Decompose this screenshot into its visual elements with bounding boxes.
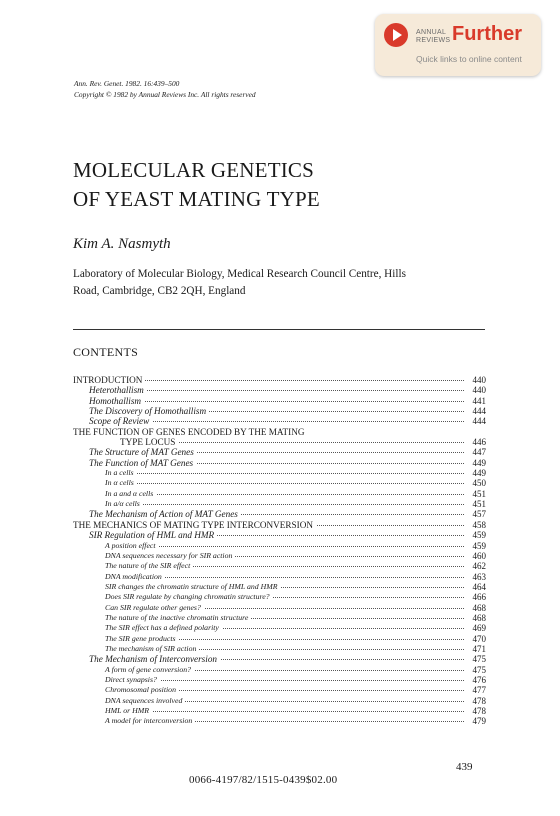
footer-code: 0066-4197/82/1515-0439$02.00: [189, 774, 338, 786]
toc-entry-label: Does SIR regulate by changing chromatin structure?: [105, 592, 273, 602]
toc-entry-page: 476: [472, 674, 486, 685]
toc-entry[interactable]: [73, 582, 486, 592]
toc-entry-page: 449: [472, 457, 486, 468]
toc-leader-dots: [105, 504, 464, 505]
toc-entry-label: SIR Regulation of HML and HMR: [89, 530, 217, 540]
toc-entry[interactable]: [73, 396, 486, 406]
toc-entry-page: 469: [472, 623, 486, 634]
toc-entry-label: HML or HMR: [105, 706, 152, 716]
toc-entry-label: Heterothallism: [89, 385, 147, 395]
toc-entry-page: 464: [472, 581, 486, 592]
toc-entry-page: 471: [472, 643, 486, 654]
toc-entry[interactable]: [73, 385, 486, 395]
citation-copyright: Copyright © 1982 by Annual Reviews Inc. All rights reserved: [74, 90, 256, 99]
toc-entry[interactable]: [73, 406, 486, 416]
toc-entry-label: The mechanism of SIR action: [105, 644, 199, 654]
toc-entry[interactable]: [73, 458, 486, 468]
toc-entry[interactable]: [73, 375, 486, 385]
page-number: 439: [456, 761, 473, 773]
toc-entry-label: A form of gene conversion?: [105, 665, 194, 675]
table-of-contents: [73, 375, 486, 727]
toc-entry-label: THE FUNCTION OF GENES ENCODED BY THE MATING: [73, 427, 307, 437]
toc-entry-label: In a cells: [105, 468, 137, 478]
further-label: Further: [452, 23, 522, 45]
toc-entry-page: 451: [472, 488, 486, 499]
toc-entry[interactable]: [73, 675, 486, 685]
annual-reviews-brand: [416, 29, 450, 45]
toc-entry-label: DNA sequences necessary for SIR action: [105, 551, 235, 561]
toc-entry-page: 466: [472, 592, 486, 603]
toc-entry-page: 475: [472, 664, 486, 675]
toc-entry-page: 478: [472, 695, 486, 706]
toc-entry-page: 478: [472, 706, 486, 716]
toc-entry-label: The Discovery of Homothallism: [89, 406, 209, 416]
citation-journal: Ann. Rev. Genet. 1982. 16:439–500: [74, 79, 180, 88]
toc-entry[interactable]: [73, 685, 486, 695]
toc-entry-label: Chromosomal position: [105, 685, 179, 695]
toc-entry[interactable]: [73, 489, 486, 499]
author-name: Kim A. Nasmyth: [73, 236, 171, 252]
toc-entry-label: In α cells: [105, 478, 137, 488]
toc-entry-page: 470: [472, 633, 486, 644]
toc-entry[interactable]: [73, 499, 486, 509]
toc-entry-label: The SIR effect has a defined polarity: [105, 623, 222, 633]
toc-leader-dots: [105, 483, 464, 484]
toc-entry-label: A position effect: [105, 541, 159, 551]
article-title-line-2: OF YEAST MATING TYPE: [73, 187, 320, 211]
toc-entry[interactable]: [73, 644, 486, 654]
toc-entry-label: The Function of MAT Genes: [89, 458, 196, 468]
toc-entry[interactable]: [73, 551, 486, 561]
brand-line-2: REVIEWS: [416, 37, 451, 44]
toc-entry-label: The nature of the inactive chromatin structure: [105, 613, 251, 623]
article-title-line-1: MOLECULAR GENETICS: [73, 158, 315, 182]
toc-leader-dots: [105, 494, 464, 495]
brand-line-1: ANNUAL: [416, 29, 447, 36]
toc-entry[interactable]: [73, 654, 486, 664]
toc-entry-label: INTRODUCTION: [73, 375, 145, 385]
toc-entry[interactable]: [73, 613, 486, 623]
toc-entry-page: 460: [472, 550, 486, 561]
toc-entry-page: 440: [472, 385, 486, 396]
toc-entry-page: 475: [472, 654, 486, 665]
toc-entry[interactable]: [73, 572, 486, 582]
toc-entry-label: Homothallism: [89, 396, 144, 406]
toc-entry[interactable]: [73, 665, 486, 675]
play-icon: [384, 23, 408, 47]
toc-entry[interactable]: [73, 447, 486, 457]
toc-entry[interactable]: [73, 634, 486, 644]
toc-entry[interactable]: [73, 696, 486, 706]
toc-entry[interactable]: [73, 520, 486, 530]
toc-entry[interactable]: [73, 592, 486, 602]
further-subtitle: Quick links to online content: [416, 54, 522, 64]
toc-leader-dots: [89, 401, 464, 402]
toc-entry-page: 458: [472, 519, 486, 530]
toc-entry-page: 444: [472, 416, 486, 427]
annual-reviews-further-badge[interactable]: [375, 14, 541, 76]
toc-entry-label: The Mechanism of Interconversion: [89, 654, 220, 664]
affiliation-line-2: Road, Cambridge, CB2 2QH, England: [73, 285, 246, 297]
toc-entry-label: A model for interconversion: [105, 716, 195, 726]
toc-entry[interactable]: [73, 716, 486, 726]
contents-heading: CONTENTS: [73, 345, 139, 359]
toc-entry[interactable]: [73, 561, 486, 571]
toc-entry-page: 459: [472, 540, 486, 551]
toc-entry-label: The nature of the SIR effect: [105, 561, 193, 571]
toc-entry[interactable]: [73, 541, 486, 551]
toc-entry-label: THE MECHANICS OF MATING TYPE INTERCONVERSION: [73, 520, 316, 530]
toc-leader-dots: [105, 711, 464, 712]
toc-entry[interactable]: [73, 623, 486, 633]
toc-entry-page: 444: [472, 406, 486, 417]
toc-entry[interactable]: [73, 478, 486, 488]
toc-entry-label: In a/α cells: [105, 499, 143, 509]
toc-entry-label: The Structure of MAT Genes: [89, 447, 197, 457]
toc-entry[interactable]: [73, 468, 486, 478]
toc-entry-page: 479: [472, 716, 486, 727]
toc-entry-label: Direct synapsis?: [105, 675, 160, 685]
toc-entry[interactable]: [73, 416, 486, 426]
toc-entry-label: Can SIR regulate other genes?: [105, 603, 204, 613]
toc-entry-page: 446: [472, 437, 486, 448]
toc-entry-label: TYPE LOCUS: [120, 437, 178, 447]
toc-entry[interactable]: [73, 706, 486, 716]
toc-entry-label: DNA sequences involved: [105, 696, 185, 706]
toc-leader-dots: [105, 546, 464, 547]
toc-entry[interactable]: [73, 530, 486, 540]
toc-entry-page: 468: [472, 602, 486, 613]
affiliation-line-1: Laboratory of Molecular Biology, Medical Research Council Centre, Hills: [73, 268, 406, 280]
toc-entry-label: The Mechanism of Action of MAT Genes: [89, 509, 241, 519]
toc-entry-page: 463: [472, 571, 486, 582]
toc-entry-page: 450: [472, 478, 486, 489]
toc-entry-page: 459: [472, 530, 486, 541]
toc-leader-dots: [105, 473, 464, 474]
toc-entry-label: The SIR gene products: [105, 634, 179, 644]
toc-entry-label: DNA modification: [105, 572, 165, 582]
toc-entry[interactable]: [73, 603, 486, 613]
toc-entry-label: Scope of Review: [89, 416, 152, 426]
toc-entry-label: SIR changes the chromatin structure of HML and HMR: [105, 582, 281, 592]
toc-entry-page: 457: [472, 509, 486, 520]
toc-entry-page: 462: [472, 561, 486, 572]
toc-entry-page: 451: [472, 499, 486, 510]
toc-entry-page: 441: [472, 395, 486, 406]
toc-entry-label: In a and α cells: [105, 489, 156, 499]
toc-entry[interactable]: [73, 427, 486, 437]
section-divider: [73, 329, 485, 330]
toc-entry-page: 440: [472, 375, 486, 385]
toc-entry-page: 447: [472, 447, 486, 458]
toc-entry[interactable]: [73, 509, 486, 519]
toc-entry-page: 468: [472, 612, 486, 623]
toc-entry-page: 477: [472, 685, 486, 696]
toc-entry[interactable]: [73, 437, 486, 447]
toc-entry-page: 449: [472, 468, 486, 479]
